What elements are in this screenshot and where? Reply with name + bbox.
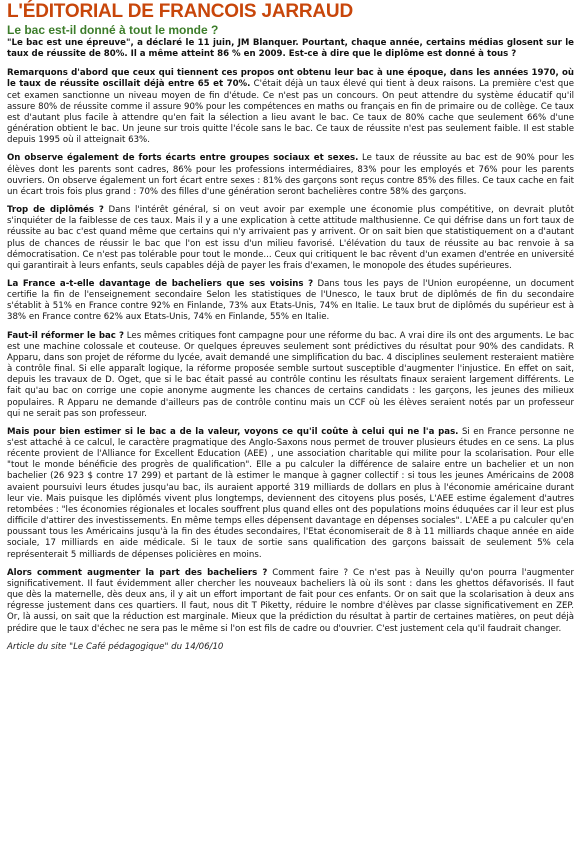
paragraph-1-body: C'était déjà un taux élevé qui tient à deux raisons. La première c'est que cet examen sanctionne un niveau moyen de fin d'étude. Ce n'est pas un concours. On peut attendre du système éducatif qu'il assure 80% de réussite comme il assure 90% pour les compétences en maths ou français en fin de primaire ou de collège. Ce taux est d'autant plus facile à attendre qu'en fait la sélection a lieu avant le bac. Ce taux de 80% cache que seulement 66% d'une génération obtient le bac. Un jeune sur trois quitte l'école sans le bac. Ce taux de réussite n'est pas seulement faible. Il est stable depuis 1995 où il atteignait 63%.: [7, 79, 574, 146]
page-subtitle: Le bac est-il donné à tout le monde ?: [7, 23, 219, 37]
page-title: L'ÉDITORIAL DE FRANCOIS JARRAUD: [7, 1, 353, 22]
paragraph-3: [7, 205, 574, 272]
intro-text: "Le bac est une épreuve", a déclaré le 11 juin, JM Blanquer. Pourtant, chaque année, certains médias glosent sur le taux de réussite de 80%. Il a même atteint 86 % en 2009. Est-ce à dire que le diplôme est donné à tous ?: [7, 38, 574, 60]
paragraph-1: [7, 68, 574, 146]
paragraph-6-body: Si en France personne ne s'est attaché à ce calcul, le caractère pragmatique des Anglo-Saxons nous permet de trouver plusieurs études en ce sens. La plus récente provient de l'Alliance for Excellent Education (AEE) , une association charitable qui milite pour la scolarisation. Pour elle "tout le monde bénéficie des progrès de qualification". Elle a pu calculer la différence de salaire entre un bachelier et un non bachelier (26 923 $ contre 17 299) et partant de là estimer le manque à gagner collectif : si tous les jeunes Américains de 2008 avaient poursuivi leurs études jusqu'au bac, ils auraient apporté 319 milliards de dollars en plus à l'économie américaine durant leur vie. Mais puisque les diplômés vivent plus longtemps, deviennent des citoyens plus posés, L'AEE estime également d'autres retombées : "les économies régionales et locales souffrent plus quand elles ont des populations moins éduquées car il leur est plus difficile d'attirer des investissements. En même temps elles dépensent davantage en dépenses sociales". L'AEE a pu calculer qu'en poussant tous les Américains jusqu'à la fin des études secondaires, l'Etat économiserait de 8 à 11 milliards chaque année en aide sociale, 17 milliards en aide médicale. Si le taux de sortie sans qualification des garçons baissait de seulement 5% cela représenterait 5 milliards de dépenses policières en moins.: [7, 426, 574, 560]
paragraph-3-body: Dans l'intérêt général, si on veut avoir par exemple une économie plus compétitive, on devrait plutôt s'inquiéter de la faiblesse de ces taux. Mais il y a une explication à cette attitude malthusienne. Ce qui défrise dans un fort taux de réussite au bac c'est quand même que certains qui n'y arrivaient pas y arrivent. Or on sait bien que statistiquement on a d'autant plus de chances de réussir le bac que l'on est issu d'un milieu favorisé. L'élévation du taux de réussite au bac renvoie à sa démocratisation. Ce n'est pas tolérable pour tout le monde... Ceux qui critiquent le bac rêvent d'un examen d'entrée en université qui garantirait à leurs enfants, seuls capables déjà de payer les frais d'examen, le monopole des études supérieures.: [7, 205, 574, 271]
paragraph-4-lead: La France a-t-elle davantage de bacheliers que ses voisins ?: [7, 278, 314, 289]
paragraph-1-lead: Remarquons d'abord que ceux qui tiennent ces propos ont obtenu leur bac à une époque, dans les années 1970, où le taux de réussite oscillait déjà entre 65 et 70%.: [7, 68, 574, 90]
paragraph-3-lead: Trop de diplômés ?: [7, 205, 104, 216]
paragraph-2-body: Le taux de réussite au bac est de 90% pour les élèves dont les parents sont cadres, 86% pour les professions intermédiaires, 83% pour les employés et 76% pour les parents ouvriers. On observe également un fort écart entre sexes : 81% des garçons sont reçus contre 85% des filles. Ce taux cache en fait un écart trois fois plus grand : 70% des filles d'une génération seront bachelières contre 58% des garçons.: [7, 153, 574, 197]
paragraph-2-lead: On observe également de forts écarts entre groupes sociaux et sexes.: [7, 153, 359, 164]
paragraph-5-body: Les mêmes critiques font campagne pour une réforme du bac. A vrai dire ils ont des arguments. Le bac est une machine colossale et couteuse. Or quelques épreuves seulement sont prédictives du résultat pour 90% des candidats. R Apparu, dans son projet de réforme du lycée, avait demandé une simplification du bac. 4 disciplines seulement resteraient matière à contrôle final. Si elle apparaît logique, la réforme proposée semble surtout susceptible d'augmenter l'injustice. En effet on sait, depuis les travaux de D. Oget, que si le bac était passé au contrôle continu les résultats finaux seraient largement différents. Le fait qu'au bac on corrige une copie anonyme augmente les chances de certains candidats : les garçons, les jeunes des milieux populaires. R Apparu ne demande d'ailleurs pas de contrôle continu mais un CCF où les élèves seraient notés par un professeur qui ne serait pas son professeur.: [7, 330, 574, 419]
paragraph-4-body: Dans tous les pays de l'Union européenne, un document certifie la fin de l'enseignement secondaire Selon les statistiques de l'Unesco, le taux brut de diplômés de fin du secondaire s'établit à 51% en France contre 92% en Finlande, 73% aux Etats-Unis, 74% en Italie. Le taux brut de diplômés du supérieur est à 38% en France contre 62% aux Etats-Unis, 74% en Finlande, 55% en Italie.: [7, 278, 574, 323]
intro-paragraph: [7, 38, 574, 60]
paragraph-7-body: Comment faire ? Ce n'est pas à Neuilly qu'on pourra l'augmenter significativement. Il faut évidemment aller chercher les nouveaux bacheliers là où ils sont : dans les ghettos défavorisés. Il faut que dès la maternelle, dès deux ans, il y ait un effort important de fait pour ces enfants. Or on sait que la scolarisation à deux ans régresse justement dans ces quartiers. Il faut, nous dit T Piketty, réduire le nombre d'élèves par classe significativement en ZEP. Or, là aussi, on sait que la réduction est marginale. Mieux que la prédiction du résultat à partir de certaines matières, on peut déjà prédire que le taux d'échec ne sera pas le même si l'on est fils de cadre ou d'ouvrier. C'est justement cela qu'il faudrait changer.: [7, 567, 574, 634]
paragraph-6-lead: Mais pour bien estimer si le bac a de la valeur, voyons ce qu'il coûte à celui qui ne l'a pas.: [7, 426, 459, 437]
paragraph-5-lead: Faut-il réformer le bac ?: [7, 330, 124, 341]
paragraph-2: [7, 153, 574, 198]
source-note: Article du site "Le Café pédagogique" du 14/06/10: [7, 641, 224, 652]
paragraph-7: [7, 568, 574, 635]
paragraph-6: [7, 427, 574, 561]
paragraph-5: [7, 331, 574, 420]
paragraph-4: [7, 279, 574, 324]
paragraph-7-lead: Alors comment augmenter la part des bacheliers ?: [7, 567, 268, 578]
